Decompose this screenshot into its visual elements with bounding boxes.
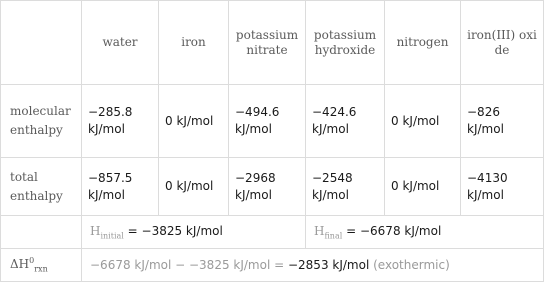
table-cell: 0 kJ/mol [385, 158, 461, 216]
column-header-potassium-nitrate: potassium nitrate [229, 1, 306, 85]
column-header-iron-iii-oxide: iron(III) oxide [461, 1, 544, 85]
table-cell: 0 kJ/mol [385, 85, 461, 158]
table-cell: 0 kJ/mol [159, 158, 229, 216]
final-enthalpy [306, 216, 544, 249]
reaction-result: −2853 kJ/mol [287, 258, 370, 272]
final-symbol: $H_{final}$ [314, 223, 343, 241]
table-cell: −2968 kJ/mol [229, 158, 306, 216]
initial-symbol: $H_{initial}$ [90, 223, 124, 241]
row-label-total-enthalpy: total enthalpy [1, 158, 82, 216]
table-cell: −285.8 kJ/mol [82, 85, 159, 158]
table-row [1, 158, 544, 216]
table-cell: −424.6 kJ/mol [306, 85, 385, 158]
column-header-iron: iron [159, 1, 229, 85]
reaction-row [1, 249, 544, 282]
table-cell: −4130 kJ/mol [461, 158, 544, 216]
reaction-expression: −6678 kJ/mol − −3825 kJ/mol = [90, 258, 288, 272]
table-cell: −494.6 kJ/mol [229, 85, 306, 158]
column-header-nitrogen: nitrogen [385, 1, 461, 85]
table-cell: −2548 kJ/mol [306, 158, 385, 216]
corner-cell [1, 1, 82, 85]
reaction-enthalpy-expression [82, 249, 544, 282]
row-label-molecular-enthalpy: molecular enthalpy [1, 85, 82, 158]
initial-final-row [1, 216, 544, 249]
reaction-enthalpy-label: $\Delta H^0_{rxn}$ [1, 249, 82, 282]
table-cell: −857.5 kJ/mol [82, 158, 159, 216]
initial-enthalpy [82, 216, 306, 249]
column-header-water: water [82, 1, 159, 85]
table-row [1, 85, 544, 158]
table-cell: −826 kJ/mol [461, 85, 544, 158]
initial-value: = −3825 kJ/mol [123, 223, 223, 238]
table-cell: 0 kJ/mol [159, 85, 229, 158]
column-header-potassium-hydroxide: potassium hydroxide [306, 1, 385, 85]
final-value: = −6678 kJ/mol [342, 223, 442, 238]
reaction-note: (exothermic) [369, 258, 450, 272]
empty-label-cell [1, 216, 82, 249]
header-row [1, 1, 544, 85]
